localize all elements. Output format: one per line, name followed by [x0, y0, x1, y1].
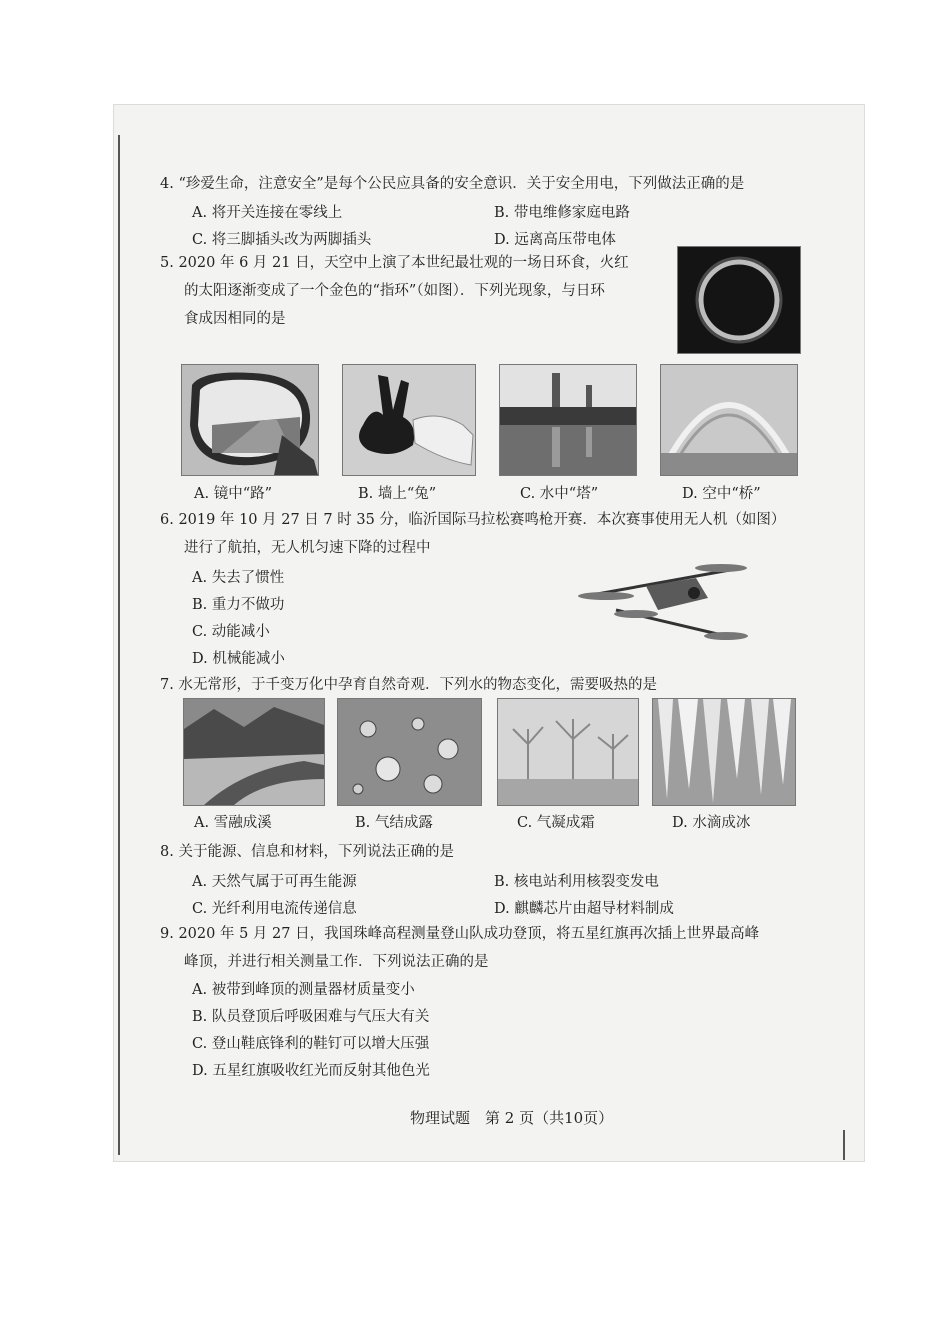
- page-edge-mark: [843, 1130, 845, 1160]
- drone-image: [576, 548, 752, 648]
- question-4-option-d: D. 远离高压带电体: [494, 232, 616, 248]
- question-5-stem-line-1: 5. 2020 年 6 月 21 日，天空中上演了本世纪最壮观的一场日环食，火红: [160, 255, 629, 271]
- question-5-stem-line-3: 食成因相同的是: [184, 311, 286, 327]
- question-9-option-a: A. 被带到峰顶的测量器材质量变小: [192, 982, 415, 998]
- snow-melting-stream-image: [183, 698, 325, 806]
- frost-trees-image: [497, 698, 639, 806]
- question-9-option-b: B. 队员登顶后呼吸困难与气压大有关: [192, 1009, 430, 1025]
- question-6-stem-line-1: 6. 2019 年 10 月 27 日 7 时 35 分，临沂国际马拉松赛鸣枪开赛．本次赛事使用无人机（如图）: [160, 512, 786, 528]
- question-4-option-a: A. 将开关连接在零线上: [192, 205, 343, 221]
- question-5-stem-line-2: 的太阳逐渐变成了一个金色的“指环”（如图）．下列光现象，与日环: [184, 283, 605, 299]
- question-5-option-b: B. 墙上“兔”: [358, 486, 437, 502]
- question-8-option-b: B. 核电站利用核裂变发电: [494, 874, 659, 890]
- question-5-option-c: C. 水中“塔”: [520, 486, 599, 502]
- question-7-stem: 7. 水无常形，于千变万化中孕育自然奇观．下列水的物态变化，需要吸热的是: [160, 677, 657, 693]
- question-5-option-d: D. 空中“桥”: [682, 486, 761, 502]
- dew-drops-image: [337, 698, 482, 806]
- question-7-option-b: B. 气结成露: [355, 815, 433, 831]
- question-4-option-b: B. 带电维修家庭电路: [494, 205, 630, 221]
- question-7-option-c: C. 气凝成霜: [517, 815, 595, 831]
- annular-eclipse-image: [677, 246, 801, 354]
- pagoda-reflection-image: [499, 364, 637, 476]
- question-9-option-c: C. 登山鞋底锋利的鞋钉可以增大压强: [192, 1036, 430, 1052]
- question-8-stem: 8. 关于能源、信息和材料，下列说法正确的是: [160, 844, 454, 860]
- question-8-option-d: D. 麒麟芯片由超导材料制成: [494, 901, 674, 917]
- question-4-stem: 4. “珍爱生命，注意安全”是每个公民应具备的安全意识．关于安全用电，下列做法正确的是: [160, 176, 745, 192]
- question-9-option-d: D. 五星红旗吸收红光而反射其他色光: [192, 1063, 430, 1079]
- page-footer: 物理试题 第 2 页（共10页）: [410, 1109, 614, 1127]
- icicles-image: [652, 698, 796, 806]
- question-6-option-b: B. 重力不做功: [192, 597, 285, 613]
- car-mirror-image: [181, 364, 319, 476]
- rainbow-image: [660, 364, 798, 476]
- question-6-option-c: C. 动能减小: [192, 624, 270, 640]
- shadow-rabbit-image: [342, 364, 476, 476]
- question-7-option-d: D. 水滴成冰: [672, 815, 751, 831]
- question-8-option-c: C. 光纤利用电流传递信息: [192, 901, 357, 917]
- question-9-stem-line-2: 峰顶，并进行相关测量工作．下列说法正确的是: [184, 954, 489, 970]
- question-5-option-a: A. 镜中“路”: [194, 486, 273, 502]
- page-binding-edge: [118, 135, 120, 1155]
- question-6-option-d: D. 机械能减小: [192, 651, 285, 667]
- question-9-stem-line-1: 9. 2020 年 5 月 27 日，我国珠峰高程测量登山队成功登顶，将五星红旗再次插上世界最高峰: [160, 926, 760, 942]
- question-7-option-a: A. 雪融成溪: [194, 815, 272, 831]
- question-8-option-a: A. 天然气属于可再生能源: [192, 874, 357, 890]
- question-6-stem-line-2: 进行了航拍，无人机匀速下降的过程中: [184, 540, 431, 556]
- question-6-option-a: A. 失去了惯性: [192, 570, 285, 586]
- question-4-option-c: C. 将三脚插头改为两脚插头: [192, 232, 372, 248]
